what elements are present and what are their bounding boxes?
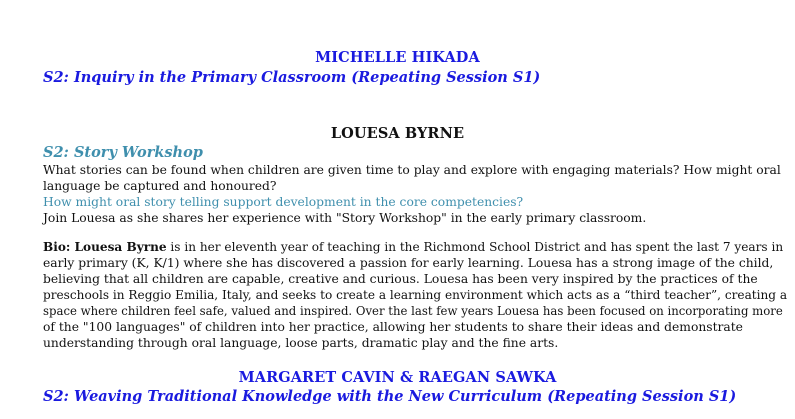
bio-line: early primary (K, K/1) where she has discovered a passion for early learning. Louesa has a strong image of the child, <box>43 256 774 270</box>
bio-line: of the "100 languages" of children into her practice, allowing her students to share their ideas and demonstrate <box>43 320 743 334</box>
session-title: S2: Inquiry in the Primary Classroom (Repeating Session S1) <box>43 69 541 86</box>
bio-line: preschools in Reggio Emilia, Italy, and seeks to create a learning environment which acts as a “third teacher”, creating a <box>43 288 788 302</box>
session-description-line: language be captured and honoured? <box>43 179 277 193</box>
session-title: S2: Story Workshop <box>43 144 203 161</box>
session-join-text: Join Louesa as she shares her experience with "Story Workshop" in the early primary classroom. <box>43 211 647 225</box>
bio-line: understanding through oral language, loose parts, dramatic play and the fine arts. <box>43 336 559 350</box>
presenter-name: MICHELLE HIKADA <box>315 49 480 66</box>
bio-line: believing that all children are capable, creative and curious. Louesa has been very inspired by the practices of the <box>43 272 758 286</box>
presenter-name: MARGARET CAVIN & RAEGAN SAWKA <box>238 369 557 386</box>
session-description-line: What stories can be found when children are given time to play and explore with engaging materials? How might oral <box>43 163 781 177</box>
bio-line <box>43 240 783 254</box>
bio-label: Bio: Louesa Byrne <box>43 240 167 254</box>
presenter-name: LOUESA BYRNE <box>330 125 465 142</box>
bio-text: is in her eleventh year of teaching in the Richmond School District and has spent the last 7 years in <box>166 240 784 254</box>
session-title: S2: Weaving Traditional Knowledge with the New Curriculum (Repeating Session S1) <box>43 388 737 405</box>
bio-line: space where children feel safe, valued and inspired. Over the last few years Louesa has been focused on incorporating more <box>43 304 783 318</box>
session-question: How might oral story telling support development in the core competencies? <box>43 195 524 209</box>
